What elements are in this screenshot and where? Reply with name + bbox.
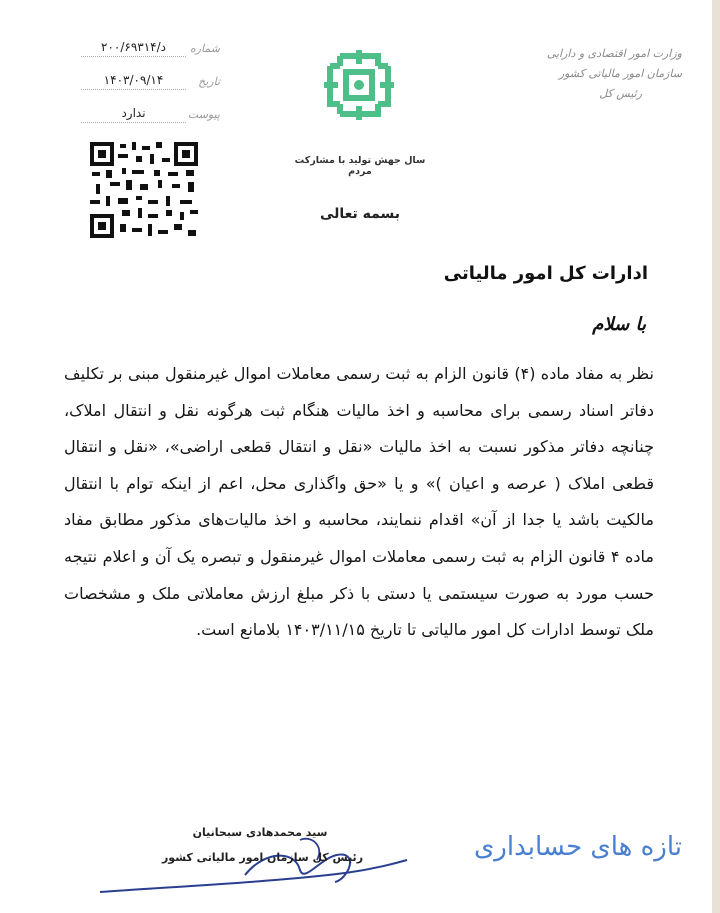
date-label: تاریخ [198, 75, 220, 88]
organization-name: سازمان امور مالیاتی کشور [558, 67, 682, 80]
number-label: شماره [189, 42, 220, 55]
attachment-label: پیوست [187, 108, 220, 121]
meta-number [70, 40, 220, 73]
meta-date [70, 73, 220, 106]
office-name: رئیس کل [599, 87, 642, 100]
year-slogan: سال جهش تولید با مشارکت مردم [294, 155, 426, 177]
bismillah-heading: بسمه تعالی [319, 206, 401, 222]
meta-attachment [70, 106, 220, 139]
date-value: ۱۴۰۳/۰۹/۱۴ [81, 73, 186, 90]
number-value: د/۲۰۰/۶۹۳۱۴ [81, 40, 186, 57]
signatory-title: رئیس کل سازمان امور مالیاتی کشور [161, 851, 364, 864]
watermark-text: تازه های حسابداری [473, 832, 682, 862]
ministry-name: وزارت امور اقتصادی و دارایی [546, 47, 682, 60]
letter-body: نظر به مفاد ماده (۴) قانون الزام به ثبت رسمی معاملات اموال غیرمنقول مبنی بر تکلیف دفاتر اسناد رسمی برای محاسبه و اخذ مالیات هنگام ثبت هرگونه نقل و انتقال املاک، چنانچه دفاتر مذکور نسبت به اخذ مالیات «نقل و انتقال قطعی اراضی»، «نقل و انتقال قطعی املاک ( عرصه و اعیان )» و یا «حق واگذاری محل، اعم از اینکه توام با انتقال مالکیت باشد یا جدا از آن» اقدام ننمایند، محاسبه و اخذ مالیات‌های مذکور مطابق مفاد ماده ۴ قانون الزام به ثبت رسمی معاملات اموال غیرمنقول و تبصره یک آن و اعلام نتیجه حسب مورد به صورت سیستمی یا دستی با ذکر مبلغ ارزش معاملاتی ملک و مشخصات ملک توسط ادارات کل امور مالیاتی تا تاریخ ۱۴۰۳/۱۱/۱۵ بلامانع است. [64, 364, 655, 640]
letterhead [502, 44, 682, 104]
letter-meta [70, 40, 220, 139]
signature-icon [95, 830, 415, 905]
signatory-name: سید محمدهادی سبحانیان [192, 826, 328, 839]
qr-code-icon [88, 140, 200, 240]
organization-logo-icon [320, 46, 398, 124]
greeting: با سلام [592, 314, 646, 335]
attachment-value: ندارد [81, 106, 186, 123]
addressee: ادارات کل امور مالیاتی [443, 263, 648, 284]
